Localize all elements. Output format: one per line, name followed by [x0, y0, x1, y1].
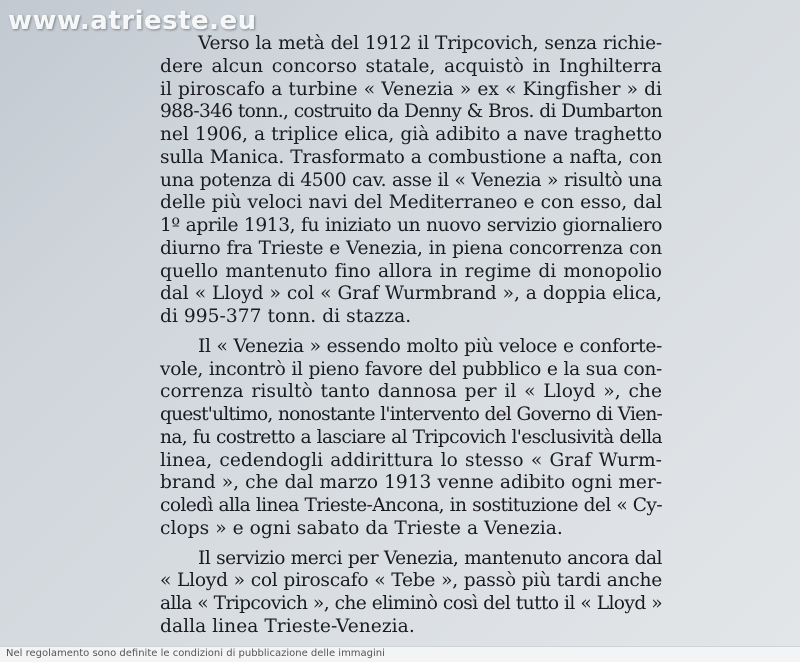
- text-line: « Lloyd » col piroscafo « Tebe », passò più tardi anche: [160, 570, 662, 592]
- text-line: clops » e ogni sabato da Trieste a Venezia.: [160, 517, 563, 539]
- text-line: quello mantenuto fino allora in regime di monopolio: [160, 260, 662, 282]
- footer-notice: Nel regolamento sono definite le condizioni di pubblicazione delle immagini: [6, 648, 385, 659]
- paragraph-2: [160, 336, 662, 541]
- text-line: correnza risultò tanto dannosa per il « Lloyd », che: [160, 381, 662, 403]
- text-line: vole, incontrò il pieno favore del pubblico e la sua con-: [160, 358, 662, 380]
- text-line: diurno fra Trieste e Venezia, in piena concorrenza con: [160, 237, 662, 259]
- paragraph-1: [160, 33, 662, 329]
- text-line: 988-346 tonn., costruito da Denny & Bros. di Dumbarton: [160, 101, 662, 123]
- text-line: dal « Lloyd » col « Graf Wurmbrand », a doppia elica,: [160, 283, 662, 305]
- text-line: dere alcun concorso statale, acquistò in Inghilterra: [160, 55, 662, 77]
- text-line: una potenza di 4500 cav. asse il « Venezia » risultò una: [160, 169, 662, 191]
- text-line: delle più veloci navi del Mediterraneo e con esso, dal: [160, 192, 662, 214]
- footer-bar: [0, 646, 800, 662]
- text-line: Il servizio merci per Venezia, mantenuto ancora dal: [198, 547, 662, 569]
- text-line: coledì alla linea Trieste-Ancona, in sostituzione del « Cy-: [160, 495, 662, 516]
- text-line: dalla linea Trieste-Venezia.: [160, 615, 415, 637]
- text-line: nel 1906, a triplice elica, già adibito a nave traghetto: [160, 124, 662, 145]
- text-line: sulla Manica. Trasformato a combustione a nafta, con: [160, 146, 662, 168]
- text-line: di 995-377 tonn. di stazza.: [160, 306, 412, 327]
- text-line: brand », che dal marzo 1913 venne adibito ogni mer-: [160, 472, 662, 494]
- site-watermark: www.atrieste.eu: [8, 6, 257, 36]
- text-line: linea, cedendogli addirittura lo stesso « Graf Wurm-: [160, 449, 662, 471]
- text-line: alla « Tripcovich », che eliminò così del tutto il « Lloyd »: [160, 593, 662, 614]
- paragraph-3: [160, 548, 662, 639]
- text-line: il piroscafo a turbine « Venezia » ex « Kingfisher » di: [160, 78, 662, 100]
- text-line: na, fu costretto a lasciare al Tripcovich l'esclusività della: [160, 426, 662, 448]
- text-line: 1º aprile 1913, fu iniziato un nuovo servizio giornaliero: [160, 215, 662, 236]
- article-text: [160, 33, 662, 639]
- text-line: Verso la metà del 1912 il Tripcovich, senza richie-: [198, 33, 662, 54]
- text-line: quest'ultimo, nonostante l'intervento del Governo di Vien-: [160, 404, 662, 425]
- text-line: Il « Venezia » essendo molto più veloce e conforte-: [198, 335, 662, 357]
